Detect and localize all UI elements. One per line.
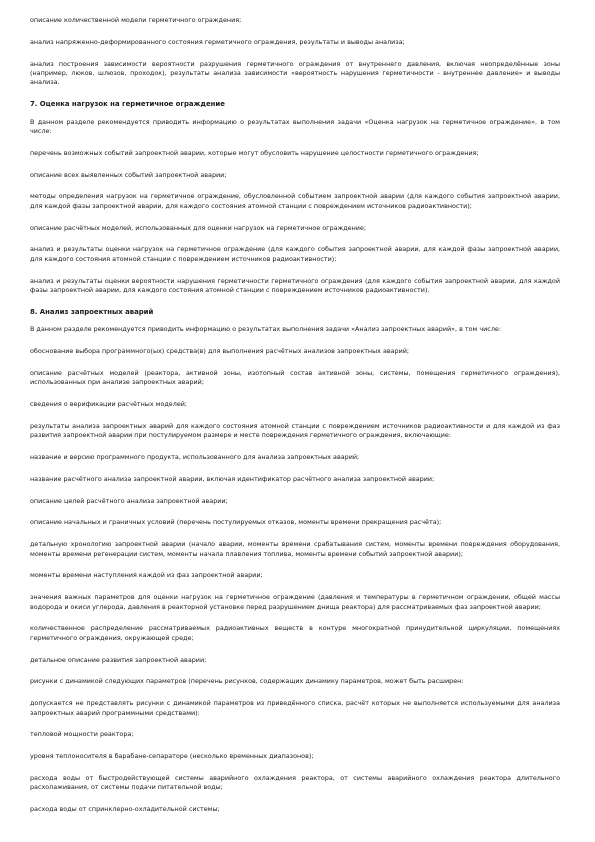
paragraph: описание количественной модели герметичного ограждения; bbox=[30, 16, 242, 24]
paragraph: детальное описание развития запроектной аварии; bbox=[30, 655, 207, 664]
document-page bbox=[30, 16, 560, 827]
paragraph: перечень возможных событий запроектной аварии, которые могут обусловить нарушение целостности герметичного ограждения; bbox=[30, 148, 479, 157]
paragraph: сведения о верификации расчётных моделей; bbox=[30, 400, 188, 409]
section-heading: 8. Анализ запроектных аварий bbox=[30, 307, 154, 316]
paragraph: описание начальных и граничных условий (перечень постулируемых отказов, моменты времени прекращения расчёта); bbox=[30, 518, 442, 527]
paragraph: тепловой мощности реактора; bbox=[30, 730, 134, 739]
paragraph: описание целей расчётного анализа запроектной аварии; bbox=[30, 496, 228, 505]
paragraph: анализ и результаты оценки нагрузок на герметичное ограждение (для каждого события запроектной аварии, для каждой фазы запроектной аварии, для каждого состояния атомной станции с повреждением источников радиоактивности); bbox=[30, 245, 560, 263]
paragraph: значения важных параметров для оценки нагрузок на герметичное ограждение (давления и температуры в герметичном ограждении, общей массы водорода и окиси углерода, давления в реакторной установке перед разрушением днища реактора) для рассматриваемых фаз запроектной аварии; bbox=[30, 593, 560, 611]
paragraph: уровня теплоносителя в барабане-сепараторе (несколько временных диапазонов); bbox=[30, 752, 314, 761]
paragraph: анализ и результаты оценки вероятности нарушения герметичности герметичного ограждения (для каждого события запроектной аварии, для каждой фазы запроектной аварии, для каждого состояния атомной станции с повреждением источников радиоактивности). bbox=[30, 276, 560, 295]
paragraph: рисунки с динамикой следующих параметров (перечень рисунков, содержащих динамику параметров, может быть расширен: bbox=[30, 677, 464, 686]
paragraph: В данном разделе рекомендуется приводить информацию о результатах выполнения задачи «Анализ запроектных аварий», в том числе: bbox=[30, 325, 501, 334]
paragraph: В данном разделе рекомендуется приводить информацию о результатах выполнения задачи «Оценка нагрузок на герметичное ограждение», в том числе: bbox=[30, 117, 560, 136]
paragraph: обоснование выбора программного(ых) средства(в) для выполнения расчётных анализов запроектных аварий; bbox=[30, 347, 410, 356]
paragraph: описание всех выявленных событий запроектной аварии; bbox=[30, 170, 227, 179]
paragraph: анализ построения зависимости вероятности разрушения герметичного ограждения от внутреннего давления, включая неопределённые зоны (например, люков, шлюзов, проходок), результаты анализа зависимости «вероятность нарушения герметичности - внутреннее давление» и выводы анализа. bbox=[30, 59, 560, 87]
paragraph: методы определения нагрузок на герметичное ограждение, обусловленной событием запроектной аварии (для каждого события запроектной аварии, для каждой фазы запроектной аварии, для каждого состояния атомной станции с повреждением источников радиоактивности); bbox=[30, 192, 560, 210]
section-heading: 7. Оценка нагрузок на герметичное ограждение bbox=[30, 100, 225, 109]
paragraph: название и версию программного продукта, использованного для анализа запроектных аварий; bbox=[30, 453, 360, 462]
paragraph: допускается не представлять рисунки с динамикой параметров из приведённого списка, расчёт которых не выполняется используемыми для анализа запроектных аварий программными средствами): bbox=[30, 699, 560, 717]
paragraph: результаты анализа запроектных аварий для каждого состояния атомной станции с повреждением источников радиоактивности и для каждой из фаз развития запроектной аварии при постулируемом размере и месте повреждения герметичного ограждения, включающие: bbox=[30, 421, 560, 440]
paragraph: детальную хронологию запроектной аварии (начало аварии, моменты времени срабатывания систем, моменты времени повреждения оборудования, моменты времени регенерации систем, моменты начала плавления топлива, моменты времени событий запроектной аварии); bbox=[30, 540, 560, 558]
paragraph: моменты времени наступления каждой из фаз запроектной аварии; bbox=[30, 571, 263, 580]
paragraph: расхода воды от быстродействующей системы аварийного охлаждения реактора, от системы аварийного охлаждения реактора длительного расхолаживания, от системы подачи питательной воды; bbox=[30, 774, 560, 792]
paragraph: расхода воды от спринклерно-охладительной системы; bbox=[30, 805, 220, 814]
paragraph: анализ напряженно-деформированного состояния герметичного ограждения, результаты и выводы анализа; bbox=[30, 37, 405, 46]
paragraph: описание расчётных моделей (реактора, активной зоны, изотопный состав активной зоны, системы, помещения герметичного ограждения), использованных при анализе запроектных аварий; bbox=[30, 368, 560, 387]
paragraph: описание расчётных моделей, использованных для оценки нагрузок на герметичное ограждение; bbox=[30, 223, 367, 232]
paragraph: название расчётного анализа запроектной аварии, включая идентификатор расчётного анализа запроектной аварии; bbox=[30, 474, 435, 483]
paragraph: количественное распределение рассматриваемых радиоактивных веществ в контуре многократной принудительной циркуляции, помещениях герметичного ограждения, окружающей среде; bbox=[30, 624, 560, 642]
